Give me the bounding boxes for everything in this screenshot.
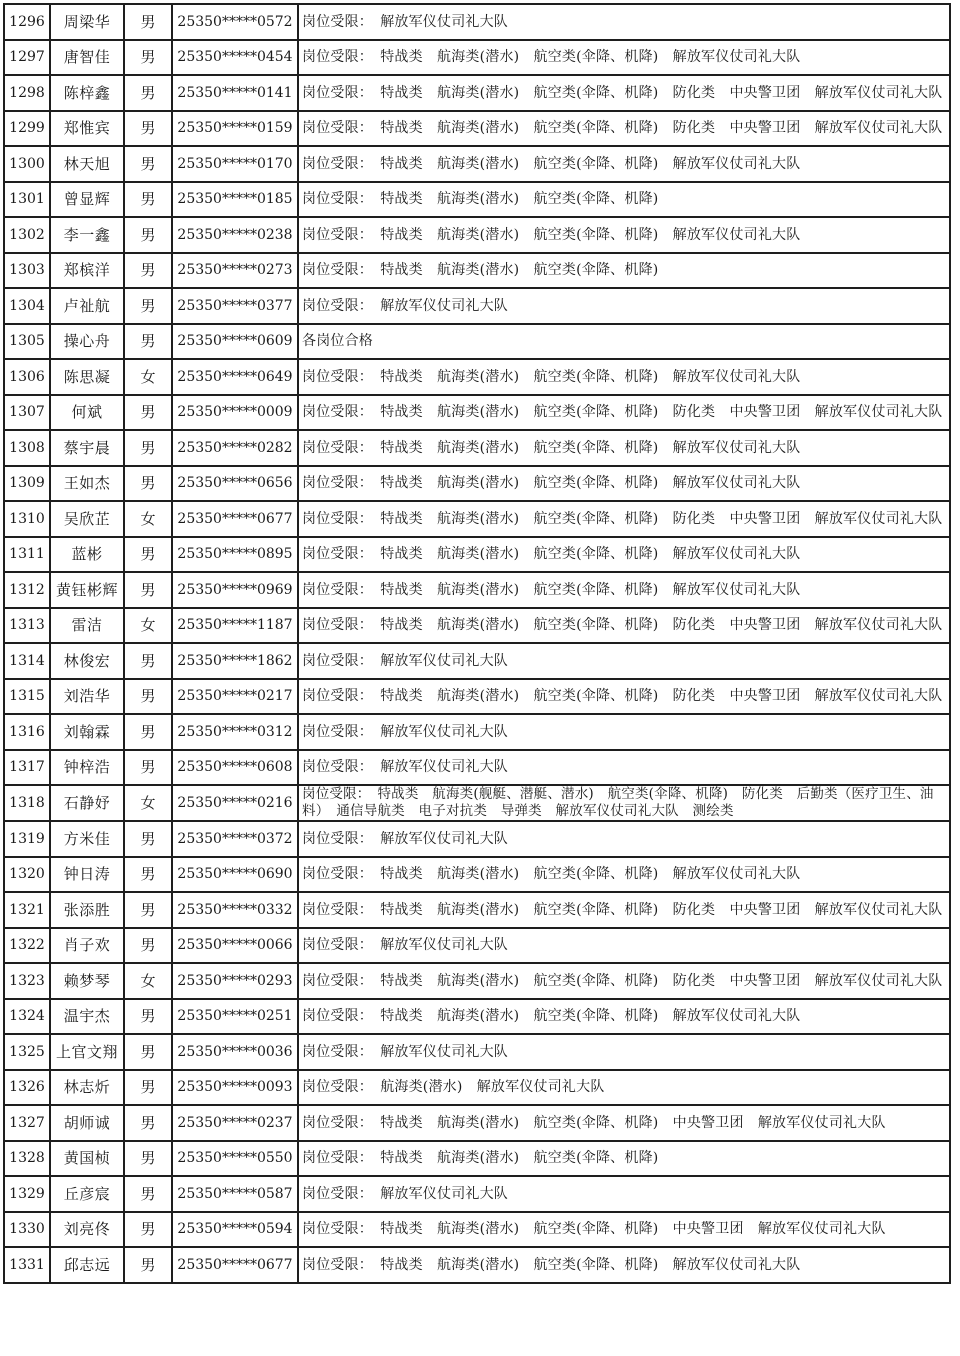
row-number-cell: 1328 [4, 1141, 50, 1177]
name-cell: 陈梓鑫 [50, 75, 124, 111]
table-row [4, 466, 950, 502]
name-cell: 吴欣芷 [50, 501, 124, 537]
id-number-cell: 25350*****0656 [172, 466, 298, 502]
gender-cell: 男 [124, 1070, 172, 1106]
name-cell: 曾显辉 [50, 182, 124, 218]
id-number-cell: 25350*****1187 [172, 608, 298, 644]
row-number-cell: 1311 [4, 537, 50, 573]
table-body [4, 4, 950, 1283]
gender-cell: 男 [124, 146, 172, 182]
result-cell: 岗位受限： 解放军仪仗司礼大队 [298, 1034, 950, 1070]
table-row [4, 821, 950, 857]
id-number-cell: 25350*****0273 [172, 253, 298, 289]
name-cell: 石静妤 [50, 785, 124, 821]
result-cell: 岗位受限： 特战类 航海类(潜水) 航空类(伞降、机降) 防化类 中央警卫团 解放军仪仗司礼大队 [298, 395, 950, 431]
name-cell: 钟日涛 [50, 857, 124, 893]
result-cell: 各岗位合格 [298, 324, 950, 360]
gender-cell: 男 [124, 572, 172, 608]
id-number-cell: 25350*****0009 [172, 395, 298, 431]
table-row [4, 1105, 950, 1141]
result-cell: 岗位受限： 特战类 航海类(潜水) 航空类(伞降、机降) 防化类 中央警卫团 解放军仪仗司礼大队 [298, 75, 950, 111]
id-number-cell: 25350*****0282 [172, 430, 298, 466]
row-number-cell: 1303 [4, 253, 50, 289]
row-number-cell: 1326 [4, 1070, 50, 1106]
name-cell: 刘翰霖 [50, 714, 124, 750]
table-row [4, 608, 950, 644]
gender-cell: 男 [124, 182, 172, 218]
result-cell: 岗位受限： 特战类 航海类(潜水) 航空类(伞降、机降) 解放军仪仗司礼大队 [298, 217, 950, 253]
table-row [4, 288, 950, 324]
table-row [4, 928, 950, 964]
id-number-cell: 25350*****0550 [172, 1141, 298, 1177]
table-row [4, 892, 950, 928]
result-cell: 岗位受限： 解放军仪仗司礼大队 [298, 1176, 950, 1212]
name-cell: 蔡宇晨 [50, 430, 124, 466]
table-row [4, 1070, 950, 1106]
result-cell: 岗位受限： 特战类 航海类(潜水) 航空类(伞降、机降) 防化类 中央警卫团 解放军仪仗司礼大队 [298, 892, 950, 928]
name-cell: 赖梦琴 [50, 963, 124, 999]
table-row [4, 1141, 950, 1177]
name-cell: 黄国桢 [50, 1141, 124, 1177]
row-number-cell: 1318 [4, 785, 50, 821]
id-number-cell: 25350*****0216 [172, 785, 298, 821]
id-number-cell: 25350*****0677 [172, 501, 298, 537]
row-number-cell: 1323 [4, 963, 50, 999]
table-row [4, 217, 950, 253]
row-number-cell: 1310 [4, 501, 50, 537]
result-cell: 岗位受限： 解放军仪仗司礼大队 [298, 643, 950, 679]
gender-cell: 男 [124, 821, 172, 857]
table-row [4, 750, 950, 786]
row-number-cell: 1307 [4, 395, 50, 431]
gender-cell: 男 [124, 111, 172, 147]
gender-cell: 男 [124, 714, 172, 750]
row-number-cell: 1327 [4, 1105, 50, 1141]
id-number-cell: 25350*****0608 [172, 750, 298, 786]
id-number-cell: 25350*****0312 [172, 714, 298, 750]
results-table [3, 3, 951, 1284]
table-row [4, 714, 950, 750]
name-cell: 郑槟洋 [50, 253, 124, 289]
name-cell: 何斌 [50, 395, 124, 431]
row-number-cell: 1305 [4, 324, 50, 360]
result-cell: 岗位受限： 特战类 航海类(潜水) 航空类(伞降、机降) 解放军仪仗司礼大队 [298, 146, 950, 182]
gender-cell: 男 [124, 395, 172, 431]
gender-cell: 男 [124, 466, 172, 502]
id-number-cell: 25350*****0690 [172, 857, 298, 893]
table-row [4, 4, 950, 40]
row-number-cell: 1319 [4, 821, 50, 857]
id-number-cell: 25350*****0293 [172, 963, 298, 999]
result-cell: 岗位受限： 特战类 航海类(潜水) 航空类(伞降、机降) 防化类 中央警卫团 解放军仪仗司礼大队 [298, 608, 950, 644]
name-cell: 蓝彬 [50, 537, 124, 573]
gender-cell: 男 [124, 430, 172, 466]
row-number-cell: 1322 [4, 928, 50, 964]
row-number-cell: 1309 [4, 466, 50, 502]
gender-cell: 男 [124, 679, 172, 715]
result-cell: 岗位受限： 特战类 航海类(潜水) 航空类(伞降、机降) [298, 253, 950, 289]
name-cell: 周梁华 [50, 4, 124, 40]
gender-cell: 男 [124, 253, 172, 289]
gender-cell: 男 [124, 1105, 172, 1141]
table-row [4, 999, 950, 1035]
table-row [4, 572, 950, 608]
id-number-cell: 25350*****0036 [172, 1034, 298, 1070]
result-cell: 岗位受限： 特战类 航海类(潜水) 航空类(伞降、机降) 防化类 中央警卫团 解放军仪仗司礼大队 [298, 111, 950, 147]
result-cell: 岗位受限： 特战类 航海类(潜水) 航空类(伞降、机降) 解放军仪仗司礼大队 [298, 359, 950, 395]
id-number-cell: 25350*****0238 [172, 217, 298, 253]
id-number-cell: 25350*****0587 [172, 1176, 298, 1212]
row-number-cell: 1312 [4, 572, 50, 608]
table-row [4, 643, 950, 679]
result-cell: 岗位受限： 特战类 航海类(潜水) 航空类(伞降、机降) 解放军仪仗司礼大队 [298, 430, 950, 466]
result-cell: 岗位受限： 解放军仪仗司礼大队 [298, 821, 950, 857]
row-number-cell: 1296 [4, 4, 50, 40]
id-number-cell: 25350*****0251 [172, 999, 298, 1035]
name-cell: 黄钰彬辉 [50, 572, 124, 608]
name-cell: 上官文翔 [50, 1034, 124, 1070]
name-cell: 操心舟 [50, 324, 124, 360]
table-row [4, 537, 950, 573]
gender-cell: 男 [124, 4, 172, 40]
result-cell: 岗位受限： 解放军仪仗司礼大队 [298, 288, 950, 324]
table-row [4, 1247, 950, 1283]
name-cell: 李一鑫 [50, 217, 124, 253]
id-number-cell: 25350*****0649 [172, 359, 298, 395]
result-cell: 岗位受限： 特战类 航海类(潜水) 航空类(伞降、机降) 中央警卫团 解放军仪仗司礼大队 [298, 1212, 950, 1248]
gender-cell: 男 [124, 750, 172, 786]
row-number-cell: 1329 [4, 1176, 50, 1212]
gender-cell: 男 [124, 892, 172, 928]
row-number-cell: 1317 [4, 750, 50, 786]
table-row [4, 785, 950, 821]
name-cell: 雷洁 [50, 608, 124, 644]
result-cell: 岗位受限： 特战类 航海类(潜水) 航空类(伞降、机降) 防化类 中央警卫团 解放军仪仗司礼大队 [298, 501, 950, 537]
id-number-cell: 25350*****0237 [172, 1105, 298, 1141]
row-number-cell: 1298 [4, 75, 50, 111]
row-number-cell: 1321 [4, 892, 50, 928]
name-cell: 林志炘 [50, 1070, 124, 1106]
id-number-cell: 25350*****0677 [172, 1247, 298, 1283]
table-row [4, 1212, 950, 1248]
id-number-cell: 25350*****0185 [172, 182, 298, 218]
row-number-cell: 1331 [4, 1247, 50, 1283]
table-row [4, 395, 950, 431]
table-row [4, 857, 950, 893]
name-cell: 郑惟宾 [50, 111, 124, 147]
table-row [4, 501, 950, 537]
id-number-cell: 25350*****0093 [172, 1070, 298, 1106]
id-number-cell: 25350*****0895 [172, 537, 298, 573]
gender-cell: 男 [124, 40, 172, 76]
name-cell: 方米佳 [50, 821, 124, 857]
name-cell: 王如杰 [50, 466, 124, 502]
row-number-cell: 1304 [4, 288, 50, 324]
table-row [4, 430, 950, 466]
gender-cell: 男 [124, 857, 172, 893]
result-cell: 岗位受限： 特战类 航海类(潜水) 航空类(伞降、机降) 解放军仪仗司礼大队 [298, 537, 950, 573]
gender-cell: 男 [124, 1176, 172, 1212]
result-cell: 岗位受限： 特战类 航海类(潜水) 航空类(伞降、机降) 解放军仪仗司礼大队 [298, 466, 950, 502]
gender-cell: 男 [124, 288, 172, 324]
gender-cell: 男 [124, 217, 172, 253]
result-cell: 岗位受限： 特战类 航海类(潜水) 航空类(伞降、机降) 解放军仪仗司礼大队 [298, 857, 950, 893]
name-cell: 胡师诚 [50, 1105, 124, 1141]
name-cell: 林天旭 [50, 146, 124, 182]
row-number-cell: 1299 [4, 111, 50, 147]
row-number-cell: 1300 [4, 146, 50, 182]
gender-cell: 男 [124, 1034, 172, 1070]
table-row [4, 146, 950, 182]
table-row [4, 324, 950, 360]
gender-cell: 男 [124, 324, 172, 360]
result-cell: 岗位受限： 解放军仪仗司礼大队 [298, 4, 950, 40]
id-number-cell: 25350*****0159 [172, 111, 298, 147]
name-cell: 温宇杰 [50, 999, 124, 1035]
result-cell: 岗位受限： 特战类 航海类(潜水) 航空类(伞降、机降) 解放军仪仗司礼大队 [298, 40, 950, 76]
id-number-cell: 25350*****0454 [172, 40, 298, 76]
name-cell: 肖子欢 [50, 928, 124, 964]
table-row [4, 75, 950, 111]
result-cell: 岗位受限： 特战类 航海类(潜水) 航空类(伞降、机降) [298, 182, 950, 218]
name-cell: 丘彦宸 [50, 1176, 124, 1212]
name-cell: 邱志远 [50, 1247, 124, 1283]
row-number-cell: 1330 [4, 1212, 50, 1248]
gender-cell: 女 [124, 501, 172, 537]
table-row [4, 111, 950, 147]
name-cell: 刘浩华 [50, 679, 124, 715]
gender-cell: 男 [124, 1212, 172, 1248]
table-row [4, 253, 950, 289]
table-row [4, 1034, 950, 1070]
gender-cell: 女 [124, 785, 172, 821]
table-row [4, 182, 950, 218]
gender-cell: 男 [124, 928, 172, 964]
name-cell: 钟梓浩 [50, 750, 124, 786]
result-cell: 岗位受限： 特战类 航海类(潜水) 航空类(伞降、机降) 解放军仪仗司礼大队 [298, 999, 950, 1035]
gender-cell: 男 [124, 999, 172, 1035]
gender-cell: 男 [124, 75, 172, 111]
row-number-cell: 1301 [4, 182, 50, 218]
row-number-cell: 1324 [4, 999, 50, 1035]
id-number-cell: 25350*****0170 [172, 146, 298, 182]
name-cell: 陈思凝 [50, 359, 124, 395]
id-number-cell: 25350*****0377 [172, 288, 298, 324]
id-number-cell: 25350*****0372 [172, 821, 298, 857]
id-number-cell: 25350*****0066 [172, 928, 298, 964]
row-number-cell: 1313 [4, 608, 50, 644]
gender-cell: 男 [124, 537, 172, 573]
name-cell: 卢祉航 [50, 288, 124, 324]
name-cell: 刘亮佟 [50, 1212, 124, 1248]
result-cell: 岗位受限： 特战类 航海类(潜水) 航空类(伞降、机降) [298, 1141, 950, 1177]
result-cell: 岗位受限： 航海类(潜水) 解放军仪仗司礼大队 [298, 1070, 950, 1106]
name-cell: 张添胜 [50, 892, 124, 928]
table-row [4, 1176, 950, 1212]
row-number-cell: 1315 [4, 679, 50, 715]
gender-cell: 女 [124, 608, 172, 644]
result-cell: 岗位受限： 特战类 航海类(潜水) 航空类(伞降、机降) 防化类 中央警卫团 解放军仪仗司礼大队 [298, 679, 950, 715]
gender-cell: 女 [124, 963, 172, 999]
row-number-cell: 1297 [4, 40, 50, 76]
table-row [4, 963, 950, 999]
id-number-cell: 25350*****0332 [172, 892, 298, 928]
result-cell: 岗位受限： 解放军仪仗司礼大队 [298, 714, 950, 750]
id-number-cell: 25350*****0594 [172, 1212, 298, 1248]
result-cell: 岗位受限： 特战类 航海类(潜水) 航空类(伞降、机降) 解放军仪仗司礼大队 [298, 572, 950, 608]
gender-cell: 男 [124, 643, 172, 679]
result-cell: 岗位受限： 特战类 航海类(潜水) 航空类(伞降、机降) 解放军仪仗司礼大队 [298, 1247, 950, 1283]
result-cell: 岗位受限： 解放军仪仗司礼大队 [298, 750, 950, 786]
id-number-cell: 25350*****0217 [172, 679, 298, 715]
gender-cell: 男 [124, 1247, 172, 1283]
id-number-cell: 25350*****0969 [172, 572, 298, 608]
result-cell: 岗位受限： 特战类 航海类(潜水) 航空类(伞降、机降) 防化类 中央警卫团 解放军仪仗司礼大队 [298, 963, 950, 999]
table-row [4, 359, 950, 395]
row-number-cell: 1302 [4, 217, 50, 253]
gender-cell: 男 [124, 1141, 172, 1177]
row-number-cell: 1308 [4, 430, 50, 466]
gender-cell: 女 [124, 359, 172, 395]
row-number-cell: 1316 [4, 714, 50, 750]
row-number-cell: 1306 [4, 359, 50, 395]
result-cell: 岗位受限： 特战类 航海类(舰艇、潜艇、潜水) 航空类(伞降、机降) 防化类 后勤类（医疗卫生、油料） 通信导航类 电子对抗类 导弹类 解放军仪仗司礼大队 测绘类 [298, 785, 950, 821]
row-number-cell: 1320 [4, 857, 50, 893]
id-number-cell: 25350*****0141 [172, 75, 298, 111]
id-number-cell: 25350*****0572 [172, 4, 298, 40]
id-number-cell: 25350*****1862 [172, 643, 298, 679]
result-cell: 岗位受限： 特战类 航海类(潜水) 航空类(伞降、机降) 中央警卫团 解放军仪仗司礼大队 [298, 1105, 950, 1141]
row-number-cell: 1325 [4, 1034, 50, 1070]
table-row [4, 40, 950, 76]
name-cell: 唐智佳 [50, 40, 124, 76]
row-number-cell: 1314 [4, 643, 50, 679]
name-cell: 林俊宏 [50, 643, 124, 679]
result-cell: 岗位受限： 解放军仪仗司礼大队 [298, 928, 950, 964]
id-number-cell: 25350*****0609 [172, 324, 298, 360]
table-row [4, 679, 950, 715]
